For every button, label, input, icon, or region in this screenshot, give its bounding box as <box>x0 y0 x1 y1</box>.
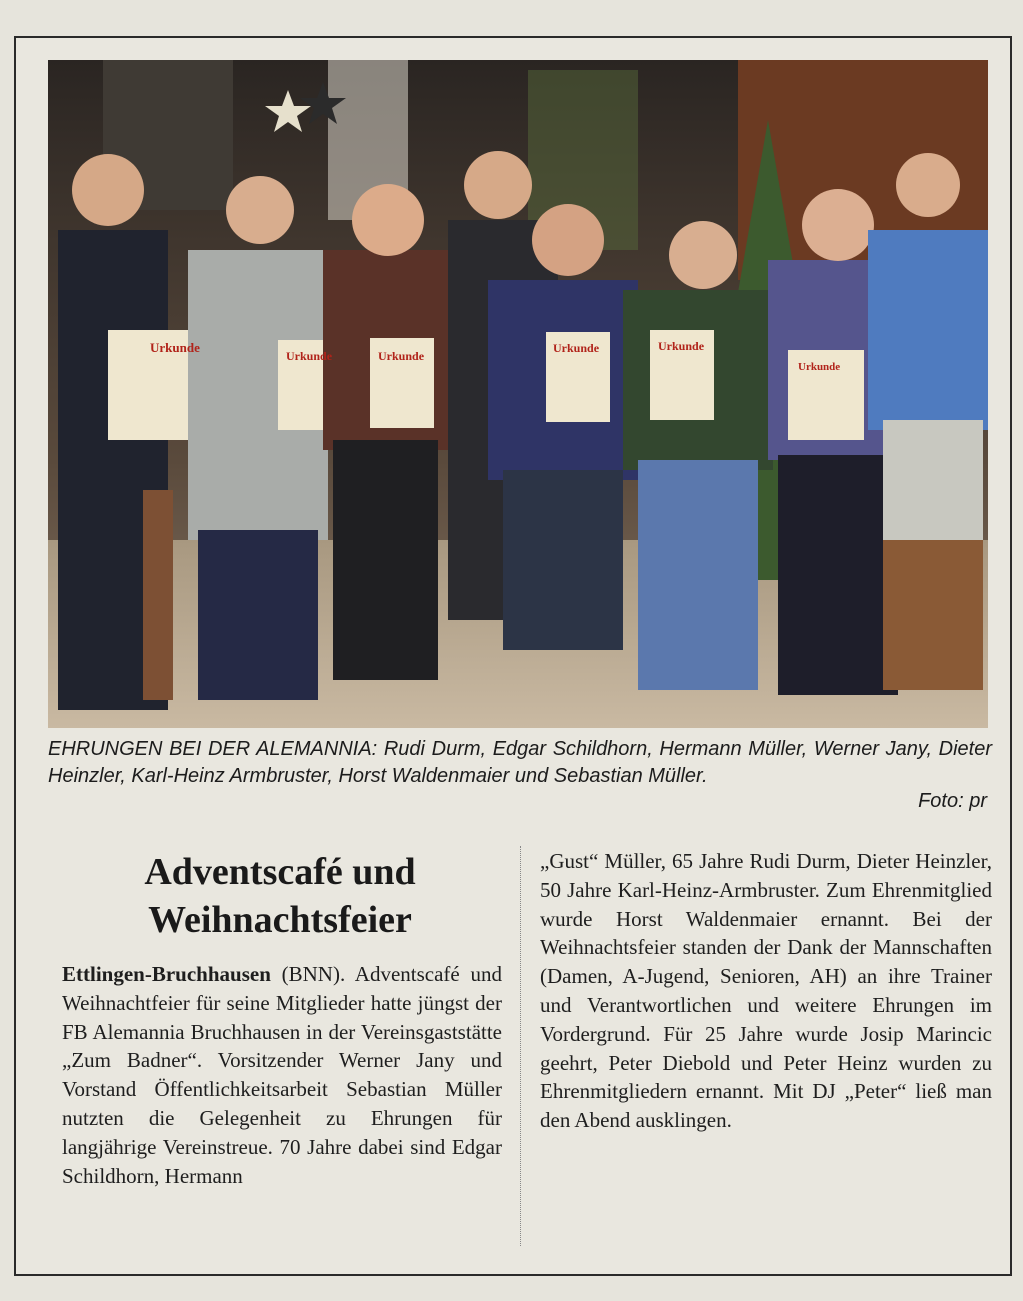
article-column-2-text: „Gust“ Müller, 65 Jahre Rudi Durm, Dieter Heinzler, 50 Jahre Karl-Heinz-Armbruster. Zum Ehrenmitglied wurde Horst Waldenmaier ernannt. Bei der Weihnachtsfeier standen der Dank der Mannschaften (Damen, A-Jugend, Senioren, AH) an ihre Trainer und Verantwortlichen und weitere Ehrungen im Vordergrund. Für 25 Jahre wurde Josip Marincic geehrt, Peter Diebold und Peter Heinz wurden zu Ehrenmitgliedern ernannt. Mit DJ „Peter“ ließ man den Abend ausklingen. <box>540 849 992 1133</box>
person-6 <box>623 221 773 690</box>
group-photo-illustration <box>48 60 988 728</box>
article-column-1 <box>62 960 502 1190</box>
svg-text:Urkunde: Urkunde <box>378 349 425 363</box>
article-dateline: Ettlingen-Bruchhausen <box>62 962 271 986</box>
svg-text:Urkunde: Urkunde <box>553 341 600 355</box>
group-photo <box>48 60 988 728</box>
article-headline: Adventscafé und Weihnachtsfeier <box>144 851 416 941</box>
article-column-1-text: (BNN). Adventscafé und Weihnachtfeier für seine Mitglieder hatte jüngst der FB Alemannia Bruchhausen in der Vereinsgaststätte „Zum Badner“. Vorsitzender Werner Jany und Vorstand Öffentlichkeitsarbeit Sebastian Müller nutzten die Gelegenheit zu Ehrungen für langjährige Vereinstreue. 70 Jahre dabei sind Edgar Schildhorn, Hermann <box>62 962 502 1188</box>
caption-text: EHRUNGEN BEI DER ALEMANNIA: Rudi Durm, Edgar Schildhorn, Hermann Müller, Werner Jany, Dieter Heinzler, Karl-Heinz Armbruster, Horst Waldenmaier und Sebastian Müller. <box>48 738 992 787</box>
svg-text:Urkunde: Urkunde <box>798 361 841 373</box>
column-divider <box>520 846 522 1246</box>
article-column-2 <box>540 847 992 1135</box>
person-3 <box>323 184 453 680</box>
svg-text:Urkunde: Urkunde <box>286 349 333 363</box>
photo-caption <box>48 736 992 790</box>
svg-text:Urkunde: Urkunde <box>150 340 200 355</box>
photo-credit: Foto: pr <box>918 790 987 812</box>
svg-text:Urkunde: Urkunde <box>658 339 705 353</box>
